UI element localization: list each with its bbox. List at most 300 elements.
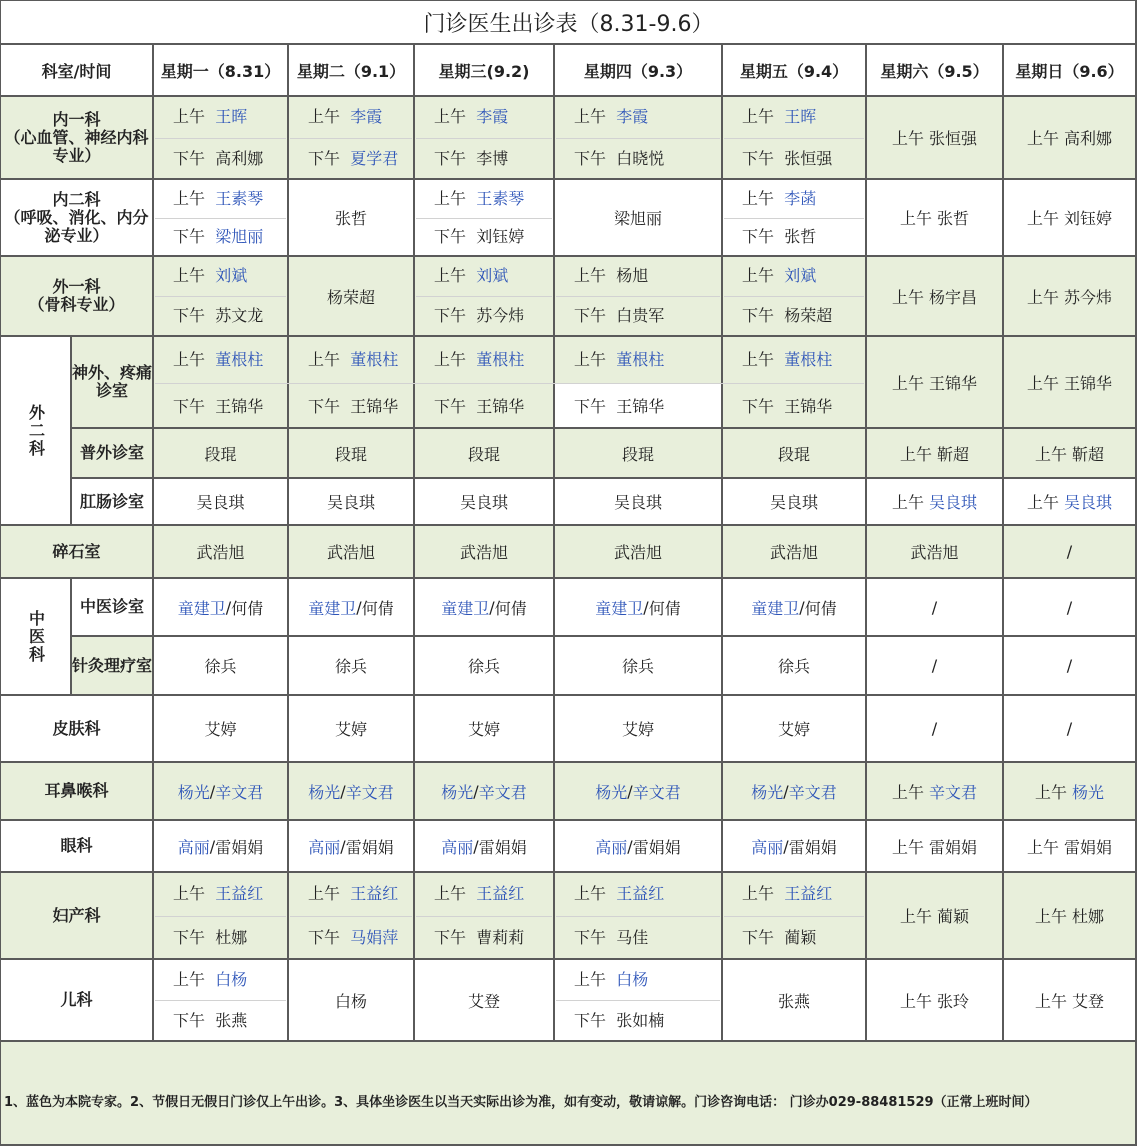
- zyzs-fri: [722, 578, 866, 636]
- doctor-name: 张燕: [215, 1011, 248, 1030]
- doctor-name: 李霞: [616, 107, 649, 126]
- doctor-name: 辛文君: [345, 782, 394, 802]
- waiyi-tue: 杨荣超: [326, 287, 375, 307]
- slot-label: 下午: [434, 306, 467, 325]
- header-corner: 科室/时间: [41, 61, 112, 81]
- doctor-name: 何倩: [361, 598, 394, 618]
- fuchan-thu-am: [574, 884, 664, 904]
- dept-pifu-text: 皮肤科: [52, 718, 101, 738]
- header-day: 星期三(9.2): [438, 61, 530, 81]
- doctor-name: 蔺颖: [937, 907, 970, 926]
- slot-label: 上午: [434, 266, 467, 285]
- separator: /: [356, 597, 362, 617]
- gangchang-sat: [866, 478, 1003, 525]
- erke-mon-pm: [173, 1011, 247, 1031]
- shenwai-tue-pm: [308, 397, 398, 417]
- doctor-name: 王锦华: [929, 373, 978, 393]
- waiyi-fri-am: [742, 266, 816, 286]
- puwai-sun: [1003, 428, 1136, 478]
- dept-waier: [0, 336, 71, 525]
- doctor-name: 夏学君: [350, 149, 399, 168]
- doctor-name: 杨光: [1072, 782, 1105, 802]
- dept-suishi: [0, 525, 153, 578]
- erke-sat: [866, 959, 1003, 1041]
- waiyi-thu-pm: [574, 306, 664, 326]
- slot-label: 上午: [308, 884, 341, 903]
- doctor-name: 辛文君: [215, 782, 264, 802]
- erke-sun: [1003, 959, 1136, 1041]
- fuchan-tue-pm: [308, 928, 398, 948]
- suishi-tue: 武浩旭: [326, 543, 375, 562]
- doctor-name: 王锦华: [476, 397, 525, 416]
- zjll-sat: /: [931, 656, 938, 675]
- doctor-name: 王益红: [215, 884, 264, 903]
- suishi-sat: 武浩旭: [910, 543, 959, 562]
- doctor-name: 杨荣超: [784, 306, 833, 325]
- doctor-name: 刘钰婷: [476, 227, 525, 246]
- neier-tue: 张哲: [334, 209, 367, 228]
- neiyi-wed-pm: [434, 149, 508, 169]
- header-day: 星期一（8.31）: [160, 61, 281, 81]
- slot-label: 下午: [574, 149, 607, 168]
- slot-label: 上午: [173, 189, 206, 208]
- doctor-name: 何倩: [494, 598, 527, 618]
- dept-neiyi: [0, 96, 153, 179]
- doctor-name: 张恒强: [929, 129, 978, 148]
- neier-sat: [866, 179, 1003, 256]
- header-day: 星期六（9.5）: [880, 61, 989, 81]
- doctor-name: 何倩: [231, 598, 264, 618]
- fuchan-sat: [866, 872, 1003, 959]
- slot-label: 上午: [574, 970, 607, 989]
- erke-thu-am: [574, 970, 648, 990]
- pifu-sun: /: [1066, 719, 1073, 738]
- slot-label: 上午: [173, 884, 206, 903]
- doctor-name: 雷娟娟: [478, 837, 527, 857]
- doctor-name: 马娟萍: [350, 928, 399, 947]
- doctor-name: 曹莉莉: [476, 928, 525, 947]
- slot-label: 上午: [173, 350, 206, 369]
- header-day: 星期日（9.6）: [1015, 61, 1124, 81]
- dept-erke-text: 儿科: [60, 990, 93, 1009]
- slot-label: 上午: [173, 970, 206, 989]
- slot-label: 下午: [173, 306, 206, 325]
- doctor-name: 杨光: [308, 782, 341, 802]
- neier-fri-pm: [742, 227, 816, 247]
- pifu-tue: 艾婷: [334, 720, 367, 739]
- doctor-name: 高丽: [441, 837, 474, 857]
- separator: /: [340, 781, 346, 801]
- erbihou-fri: [722, 762, 866, 820]
- slot-label: 下午: [742, 227, 775, 246]
- slot-label: 上午: [742, 107, 775, 126]
- slot-label: 下午: [308, 928, 341, 947]
- shenwai-tue-am: [308, 350, 398, 370]
- doctor-name: 蔺颖: [784, 928, 817, 947]
- pifu-sat: /: [931, 719, 938, 738]
- pifu-mon: 艾婷: [204, 720, 237, 739]
- header-day: 星期五（9.4）: [739, 61, 849, 81]
- slot-label: 上午: [434, 189, 467, 208]
- yanke-sat: [866, 820, 1003, 872]
- neiyi-tue-pm: [308, 149, 398, 169]
- slot-label: 上午: [173, 266, 206, 285]
- waiyi-sun: [1003, 256, 1136, 336]
- slot-label: 下午: [308, 149, 341, 168]
- doctor-name: 李博: [476, 149, 509, 168]
- dept-fuchan-text: 妇产科: [52, 905, 101, 925]
- slot-label: 上午: [574, 884, 607, 903]
- separator: /: [340, 836, 346, 856]
- suishi-mon: 武浩旭: [196, 543, 245, 562]
- erbihou-sun: [1003, 762, 1136, 820]
- doctor-name: 苏文龙: [215, 306, 264, 325]
- gangchang-mon: 吴良琪: [196, 493, 245, 512]
- slot-label: 下午: [434, 397, 467, 416]
- doctor-name: 白贵军: [616, 306, 665, 325]
- shenwai-thu-am: [574, 350, 664, 370]
- dept-waier-text: 外二科: [26, 403, 46, 458]
- zyzs-wed: [414, 578, 554, 636]
- doctor-name: 王锦华: [350, 397, 399, 416]
- doctor-name: 董根柱: [215, 350, 264, 369]
- doctor-name: 童建卫: [595, 598, 644, 618]
- dept-neier-text: 内二科 （呼吸、消化、内分泌专业）: [4, 189, 149, 245]
- doctor-name: 王素琴: [476, 189, 525, 208]
- puwai-tue: 段琨: [334, 444, 367, 464]
- pifu-wed: 艾婷: [467, 720, 500, 739]
- slot-label: 下午: [742, 397, 775, 416]
- doctor-name: 高丽: [751, 837, 784, 857]
- erke-mon-am: [173, 970, 247, 990]
- neiyi-wed-am: [434, 107, 508, 127]
- doctor-name: 王锦华: [616, 397, 665, 416]
- doctor-name: 张恒强: [784, 149, 833, 168]
- doctor-name: 艾登: [1072, 991, 1105, 1011]
- slot-label: 上午: [1026, 129, 1059, 148]
- zjll-tue: 徐兵: [334, 657, 367, 676]
- separator: /: [783, 836, 789, 856]
- dept-zyzs: [71, 578, 153, 636]
- dept-erbihou: [0, 762, 153, 820]
- separator: /: [473, 781, 479, 801]
- puwai-sat: [866, 428, 1003, 478]
- shenwai-thu-pm: [574, 397, 664, 417]
- doctor-name: 刘斌: [215, 266, 248, 285]
- zyzs-sun: /: [1066, 597, 1073, 617]
- slot-label: 上午: [1026, 287, 1059, 307]
- doctor-name: 高丽: [308, 837, 341, 857]
- dept-puwai: [71, 428, 153, 478]
- waiyi-sat: [866, 256, 1003, 336]
- dept-waiyi-text: 外一科 （骨科专业）: [28, 277, 125, 314]
- fuchan-tue-am: [308, 884, 398, 904]
- neier-mon-am: [173, 189, 263, 209]
- doctor-name: 梁旭丽: [215, 227, 264, 246]
- erbihou-wed: [414, 762, 554, 820]
- doctor-name: 靳超: [1072, 444, 1105, 464]
- doctor-name: 雷娟娟: [1064, 837, 1113, 857]
- dept-gangchang: [71, 478, 153, 525]
- doctor-name: 张哲: [784, 227, 817, 246]
- doctor-name: 辛文君: [929, 782, 978, 802]
- gangchang-wed: 吴良琪: [459, 493, 508, 512]
- slot-label: 下午: [434, 149, 467, 168]
- fuchan-wed-am: [434, 884, 524, 904]
- doctor-name: 辛文君: [632, 782, 681, 802]
- neiyi-tue-am: [308, 107, 382, 127]
- suishi-thu: 武浩旭: [613, 543, 662, 562]
- zjll-wed: 徐兵: [467, 657, 500, 676]
- doctor-name: 王益红: [616, 884, 665, 903]
- doctor-name: 白晓悦: [616, 149, 665, 168]
- neier-wed-am: [434, 189, 524, 209]
- doctor-name: 杨光: [751, 782, 784, 802]
- separator: /: [627, 836, 633, 856]
- slot-label: 上午: [742, 350, 775, 369]
- doctor-name: 白杨: [215, 970, 248, 989]
- neiyi-fri-am: [742, 107, 816, 127]
- doctor-name: 董根柱: [784, 350, 833, 369]
- slot-label: 上午: [899, 209, 932, 228]
- slot-label: 上午: [1034, 991, 1067, 1011]
- pifu-thu: 艾婷: [621, 720, 654, 739]
- header-day: 星期二（9.1）: [296, 61, 406, 81]
- neier-sun: [1003, 179, 1136, 256]
- slot-label: 下午: [742, 306, 775, 325]
- doctor-name: 高丽: [595, 837, 628, 857]
- erbihou-tue: [288, 762, 414, 820]
- slot-label: 上午: [891, 493, 924, 512]
- slot-label: 下午: [574, 1011, 607, 1030]
- waiyi-fri-pm: [742, 306, 832, 326]
- doctor-name: 雷娟娟: [788, 837, 837, 857]
- erbihou-mon: [153, 762, 288, 820]
- doctor-name: 刘斌: [476, 266, 509, 285]
- dept-zhongyi: [0, 578, 71, 695]
- doctor-name: 王晖: [215, 107, 248, 126]
- yanke-thu: [554, 820, 722, 872]
- slot-label: 上午: [1026, 209, 1059, 228]
- dept-neier: [0, 179, 153, 256]
- pifu-fri: 艾婷: [777, 720, 810, 739]
- header-day: 星期四（9.3）: [583, 61, 693, 81]
- puwai-fri: 段琨: [777, 444, 810, 464]
- doctor-name: 雷娟娟: [929, 837, 978, 857]
- separator: /: [643, 597, 649, 617]
- gangchang-fri: 吴良琪: [769, 493, 818, 512]
- slot-label: 下午: [434, 928, 467, 947]
- slot-label: 上午: [1026, 373, 1059, 393]
- dept-pifu: [0, 695, 153, 762]
- doctor-name: 雷娟娟: [345, 837, 394, 857]
- doctor-name: 李霞: [350, 107, 383, 126]
- doctor-name: 高利娜: [215, 149, 264, 168]
- slot-label: 上午: [891, 287, 924, 307]
- shenwai-wed-am: [434, 350, 524, 370]
- doctor-name: 童建卫: [177, 598, 226, 618]
- neiyi-sat: [866, 96, 1003, 179]
- shenwai-fri-pm: [742, 397, 832, 417]
- dept-zhongyi-text: 中医科: [26, 609, 46, 664]
- doctor-name: 董根柱: [476, 350, 525, 369]
- neiyi-mon-pm: [173, 149, 263, 169]
- doctor-name: 王锦华: [784, 397, 833, 416]
- doctor-name: 何倩: [804, 598, 837, 618]
- slot-label: 下午: [173, 227, 206, 246]
- zjll-mon: 徐兵: [204, 657, 237, 676]
- slot-label: 下午: [434, 227, 467, 246]
- page-title: 门诊医生出诊表（8.31-9.6）: [423, 11, 714, 37]
- yanke-tue: [288, 820, 414, 872]
- dept-neiyi-text: 内一科 （心血管、神经内科专业）: [4, 109, 149, 165]
- slot-label: 上午: [891, 373, 924, 393]
- neiyi-sun: [1003, 96, 1136, 179]
- waiyi-wed-am: [434, 266, 508, 286]
- doctor-name: 何倩: [648, 598, 681, 618]
- doctor-name: 王锦华: [1064, 373, 1113, 393]
- doctor-name: 董根柱: [350, 350, 399, 369]
- slot-label: 上午: [899, 991, 932, 1011]
- doctor-name: 王益红: [350, 884, 399, 903]
- doctor-name: 苏今炜: [476, 306, 525, 325]
- slot-label: 下午: [173, 149, 206, 168]
- waiyi-thu-am: [574, 266, 648, 286]
- dept-shenwai: [71, 336, 153, 428]
- shenwai-sun: [1003, 336, 1136, 428]
- shenwai-sat: [866, 336, 1003, 428]
- fuchan-wed-pm: [434, 928, 524, 948]
- dept-zjll-text: 针灸理疗室: [71, 655, 152, 675]
- doctor-name: 高丽: [177, 837, 210, 857]
- doctor-name: 杨旭: [616, 266, 649, 285]
- fuchan-fri-am: [742, 884, 832, 904]
- doctor-name: 童建卫: [751, 598, 800, 618]
- doctor-name: 吴良琪: [1064, 493, 1113, 512]
- doctor-name: 杨宇昌: [929, 287, 978, 307]
- fuchan-thu-pm: [574, 928, 648, 948]
- waiyi-wed-pm: [434, 306, 524, 326]
- neiyi-thu-pm: [574, 149, 664, 169]
- slot-label: 上午: [1034, 907, 1067, 926]
- doctor-name: 杨光: [177, 782, 210, 802]
- separator: /: [209, 836, 216, 856]
- slot-label: 上午: [742, 189, 775, 208]
- slot-label: 上午: [1034, 782, 1067, 802]
- zyzs-thu: [554, 578, 722, 636]
- doctor-name: 吴良琪: [929, 493, 978, 512]
- erke-tue: 白杨: [334, 991, 367, 1011]
- fuchan-fri-pm: [742, 928, 816, 948]
- dept-suishi-text: 碎石室: [52, 541, 101, 561]
- doctor-name: 辛文君: [478, 782, 527, 802]
- doctor-name: 杨光: [441, 782, 474, 802]
- doctor-name: 张如楠: [616, 1011, 665, 1030]
- puwai-mon: 段琨: [204, 444, 237, 464]
- dept-fuchan: [0, 872, 153, 959]
- puwai-wed: 段琨: [467, 444, 500, 464]
- doctor-name: 王晖: [784, 107, 817, 126]
- dept-puwai-text: 普外诊室: [79, 443, 144, 462]
- doctor-name: 苏今炜: [1064, 287, 1113, 307]
- gangchang-tue: 吴良琪: [326, 493, 375, 512]
- shenwai-wed-pm: [434, 397, 524, 417]
- suishi-fri: 武浩旭: [769, 543, 818, 562]
- separator: /: [799, 597, 805, 617]
- separator: /: [225, 597, 232, 617]
- slot-label: 上午: [891, 782, 924, 802]
- slot-label: 上午: [574, 107, 607, 126]
- dept-yanke-text: 眼科: [60, 836, 93, 855]
- zjll-thu: 徐兵: [621, 657, 654, 676]
- doctor-name: 张玲: [937, 991, 970, 1011]
- doctor-name: 王益红: [476, 884, 525, 903]
- slot-label: 上午: [1026, 493, 1059, 512]
- slot-label: 下午: [574, 928, 607, 947]
- waiyi-mon-am: [173, 266, 247, 286]
- slot-label: 下午: [173, 1011, 206, 1030]
- yanke-fri: [722, 820, 866, 872]
- zyzs-tue: [288, 578, 414, 636]
- doctor-name: 王素琴: [215, 189, 264, 208]
- suishi-wed: 武浩旭: [459, 543, 508, 562]
- slot-label: 下午: [574, 306, 607, 325]
- doctor-name: 王锦华: [215, 397, 264, 416]
- footnote: 1、蓝色为本院专家。2、节假日无假日门诊仅上午出诊。3、具体坐诊医生以当天实际出诊为准，如有变动，敬请谅解。门诊咨询电话： 门诊办029-88481529（正常上班时间）: [4, 1095, 1038, 1110]
- slot-label: 下午: [742, 149, 775, 168]
- yanke-mon: [153, 820, 288, 872]
- yanke-wed: [414, 820, 554, 872]
- doctor-name: 白杨: [616, 970, 649, 989]
- dept-yanke: [0, 820, 153, 872]
- slot-label: 上午: [574, 266, 607, 285]
- fuchan-mon-pm: [173, 928, 247, 948]
- slot-label: 上午: [891, 129, 924, 148]
- neiyi-mon-am: [173, 107, 247, 127]
- doctor-name: 童建卫: [441, 598, 490, 618]
- doctor-name: 杜娜: [1072, 907, 1105, 926]
- slot-label: 上午: [1034, 444, 1067, 464]
- doctor-name: 王益红: [784, 884, 833, 903]
- separator: /: [489, 597, 495, 617]
- doctor-name: 杜娜: [215, 928, 248, 947]
- doctor-name: 董根柱: [616, 350, 665, 369]
- dept-shenwai-text: 神外、疼痛诊室: [71, 363, 152, 400]
- erke-fri: 张燕: [777, 991, 810, 1011]
- gangchang-sun: [1003, 478, 1136, 525]
- slot-label: 下午: [173, 397, 206, 416]
- erbihou-sat: [866, 762, 1003, 820]
- neier-mon-pm: [173, 227, 263, 247]
- doctor-name: 杨光: [595, 782, 628, 802]
- slot-label: 上午: [899, 444, 932, 464]
- erke-wed: 艾登: [467, 991, 500, 1011]
- puwai-thu: 段琨: [621, 444, 654, 464]
- slot-label: 上午: [434, 350, 467, 369]
- zyzs-mon: [153, 578, 288, 636]
- dept-erbihou-text: 耳鼻喉科: [44, 781, 109, 800]
- zyzs-sat: /: [931, 597, 938, 617]
- separator: /: [209, 781, 216, 801]
- dept-erke: [0, 959, 153, 1041]
- slot-label: 上午: [173, 107, 206, 126]
- zjll-fri: 徐兵: [777, 657, 810, 676]
- slot-label: 上午: [742, 884, 775, 903]
- doctor-name: 马佳: [616, 928, 649, 947]
- slot-label: 上午: [434, 107, 467, 126]
- doctor-name: 张哲: [937, 209, 970, 228]
- shenwai-mon-am: [173, 350, 263, 370]
